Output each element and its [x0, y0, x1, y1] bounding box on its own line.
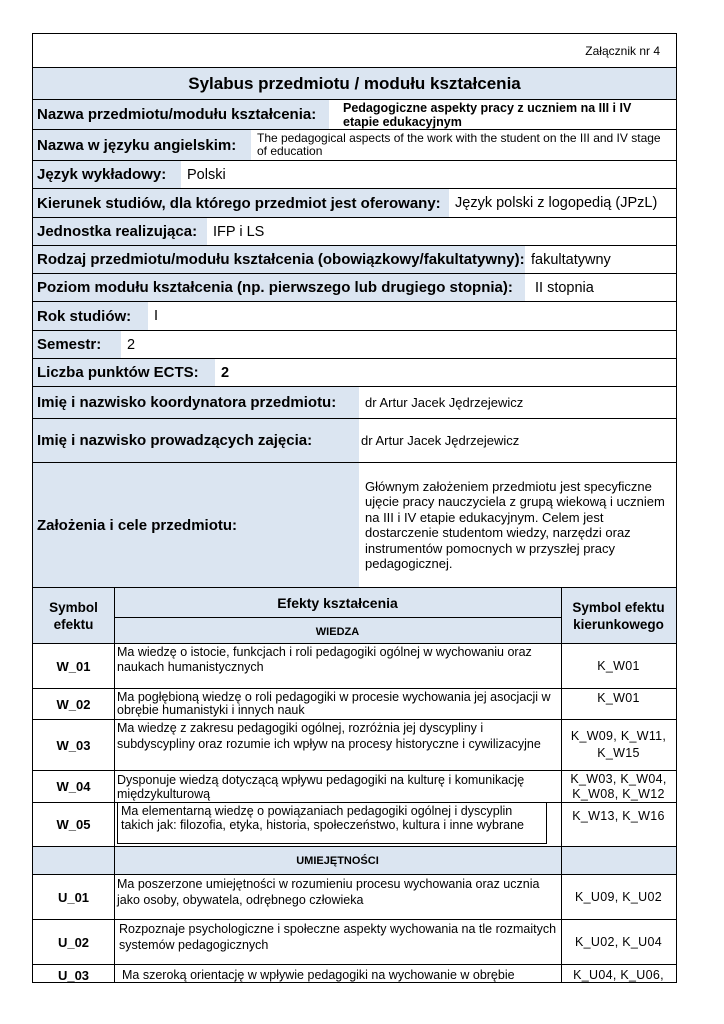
- lecturers-value: dr Artur Jacek Jędrzejewicz: [359, 419, 676, 462]
- row-coordinator: [33, 386, 676, 418]
- unit-label: Jednostka realizująca:: [37, 223, 198, 240]
- symbol-header: Symbol efektu: [49, 599, 98, 632]
- row-semester: [33, 330, 676, 358]
- effect-text: Ma pogłębioną wiedzę o roli pedagogiki w procesie wychowania jej asocjacji w obrębie humanistyki i innych nauk: [117, 689, 551, 717]
- effect-symbol: W_03: [56, 737, 91, 753]
- table-row-W_05: [33, 802, 676, 846]
- table-row-U_01: [33, 874, 676, 919]
- coordinator-value: dr Artur Jacek Jędrzejewicz: [359, 387, 676, 418]
- row-unit: [33, 217, 676, 245]
- knowledge-header: WIEDZA: [114, 617, 561, 645]
- year-label: Rok studiów:: [37, 307, 132, 325]
- effect-text: Ma wiedzę z zakresu pedagogiki ogólnej, rozróżnia jej dyscypliny i subdyscypliny oraz rozumie ich wpływ na procesy historyczne i cywilizacyjne: [117, 721, 541, 751]
- direction-value: Język polski z logopedią (JPzL): [449, 189, 676, 217]
- semester-value: 2: [121, 331, 676, 358]
- language-label: Język wykładowy:: [37, 166, 167, 183]
- effect-ref: K_W13, K_W16: [572, 809, 665, 823]
- row-level: [33, 273, 676, 301]
- year-value: I: [148, 302, 676, 330]
- english-name-label: Nazwa w języku angielskim:: [37, 136, 237, 154]
- effect-text: Ma wiedzę o istocie, funkcjach i roli pedagogiki ogólnej w wychowaniu oraz naukach humanistycznych: [117, 645, 532, 674]
- effects-header: Efekty kształcenia: [277, 594, 398, 611]
- title-row: [33, 67, 676, 99]
- subject-name-label: Nazwa przedmiotu/modułu kształcenia:: [37, 106, 317, 123]
- effect-symbol: U_01: [57, 889, 90, 905]
- effect-ref: K_W03, K_W04, K_W08, K_W12: [570, 771, 667, 801]
- goals-value: Głównym założeniem przedmiotu jest specyficzne ujęcie pracy nauczyciela z grupą wiekową i uczniem na III i IV etapie edukacyjnym. Celem jest dostarczenie studentom wiedzy, narzędzi oraz instrumentów pomocnych w przyszłej pracy pedagogicznej.: [359, 463, 676, 587]
- effect-text: Ma szeroką orientację w wpływie pedagogiki na wychowanie w obrębie: [122, 968, 515, 982]
- effect-text: Ma elementarną wiedzę o powiązaniach pedagogiki ogólnej i dyscyplin takich jak: filozofia, etyka, historia, społeczeństwo, kultura i inne wybrane: [117, 803, 547, 844]
- effect-text: Ma poszerzone umiejętności w rozumieniu procesu wychowania oraz ucznia jako osoby, obywatela, odrębnego człowieka: [117, 877, 540, 907]
- effect-text: Dysponuje wiedzą dotyczącą wpływu pedagogiki na kulturę i komunikację międzykulturową: [117, 772, 525, 801]
- level-value: II stopnia: [525, 274, 676, 301]
- row-english-name: [33, 129, 676, 160]
- attachment-row: [33, 34, 676, 67]
- type-value: fakultatywny: [525, 246, 676, 273]
- english-name-value: The pedagogical aspects of the work with the student on the III and IV stage of education: [251, 130, 676, 160]
- coordinator-label: Imię i nazwisko koordynatora przedmiotu:: [37, 394, 337, 411]
- unit-value: IFP i LS: [207, 218, 676, 245]
- table-row-U_03: [33, 964, 676, 983]
- row-ects: [33, 358, 676, 386]
- effect-symbol: U_03: [57, 968, 90, 983]
- ects-value: 2: [215, 359, 676, 386]
- type-label: Rodzaj przedmiotu/modułu kształcenia (obowiązkowy/fakultatywny):: [37, 251, 525, 268]
- effect-ref: K_U04, K_U06,: [573, 968, 664, 982]
- subject-name-value: Pedagogiczne aspekty pracy z uczniem na III i IV etapie edukacyjnym: [329, 100, 676, 129]
- row-direction: [33, 188, 676, 217]
- level-label: Poziom modułu kształcenia (np. pierwszego lub drugiego stopnia):: [37, 279, 513, 296]
- effect-ref: K_U09, K_U02: [575, 889, 662, 904]
- effects-header-row: [33, 587, 676, 643]
- table-row-W_03: [33, 719, 676, 770]
- skills-header-row: [33, 846, 676, 874]
- table-row-W_01: [33, 643, 676, 688]
- row-year: [33, 301, 676, 330]
- row-lecturers: [33, 418, 676, 462]
- row-subject-name: [33, 99, 676, 129]
- effect-symbol: U_02: [57, 934, 90, 950]
- effect-text: Rozpoznaje psychologiczne i społeczne aspekty wychowania na tle rozmaitych systemów pedagogicznych: [119, 922, 557, 952]
- direction-label: Kierunek studiów, dla którego przedmiot jest oferowany:: [37, 194, 441, 212]
- table-row-W_04: [33, 770, 676, 802]
- page-title: Sylabus przedmiotu / modułu kształcenia: [188, 73, 521, 93]
- syllabus-form: [32, 33, 677, 983]
- row-language: [33, 160, 676, 188]
- table-row-U_02: [33, 919, 676, 964]
- table-row-W_02: [33, 688, 676, 719]
- direction-symbol-header: Symbol efektu kierunkowego: [572, 599, 665, 632]
- effect-symbol: W_05: [56, 817, 91, 832]
- effect-ref: K_W01: [597, 658, 640, 673]
- row-type: [33, 245, 676, 273]
- effect-ref: K_W01: [597, 691, 640, 705]
- semester-label: Semestr:: [37, 336, 102, 353]
- effect-ref: K_W09, K_W11, K_W15: [570, 729, 667, 760]
- ects-label: Liczba punktów ECTS:: [37, 364, 199, 381]
- attachment-label: Załącznik nr 4: [585, 43, 660, 58]
- effect-symbol: W_04: [56, 779, 91, 794]
- effect-ref: K_U02, K_U04: [575, 934, 662, 949]
- effect-symbol: W_01: [56, 658, 91, 674]
- lecturers-label: Imię i nazwisko prowadzących zajęcia:: [37, 432, 313, 449]
- effect-symbol: W_02: [56, 696, 91, 712]
- language-value: Polski: [181, 161, 676, 188]
- skills-header: UMIEJĘTNOŚCI: [296, 854, 379, 867]
- row-goals: [33, 462, 676, 587]
- goals-label: Założenia i cele przedmiotu:: [37, 516, 238, 534]
